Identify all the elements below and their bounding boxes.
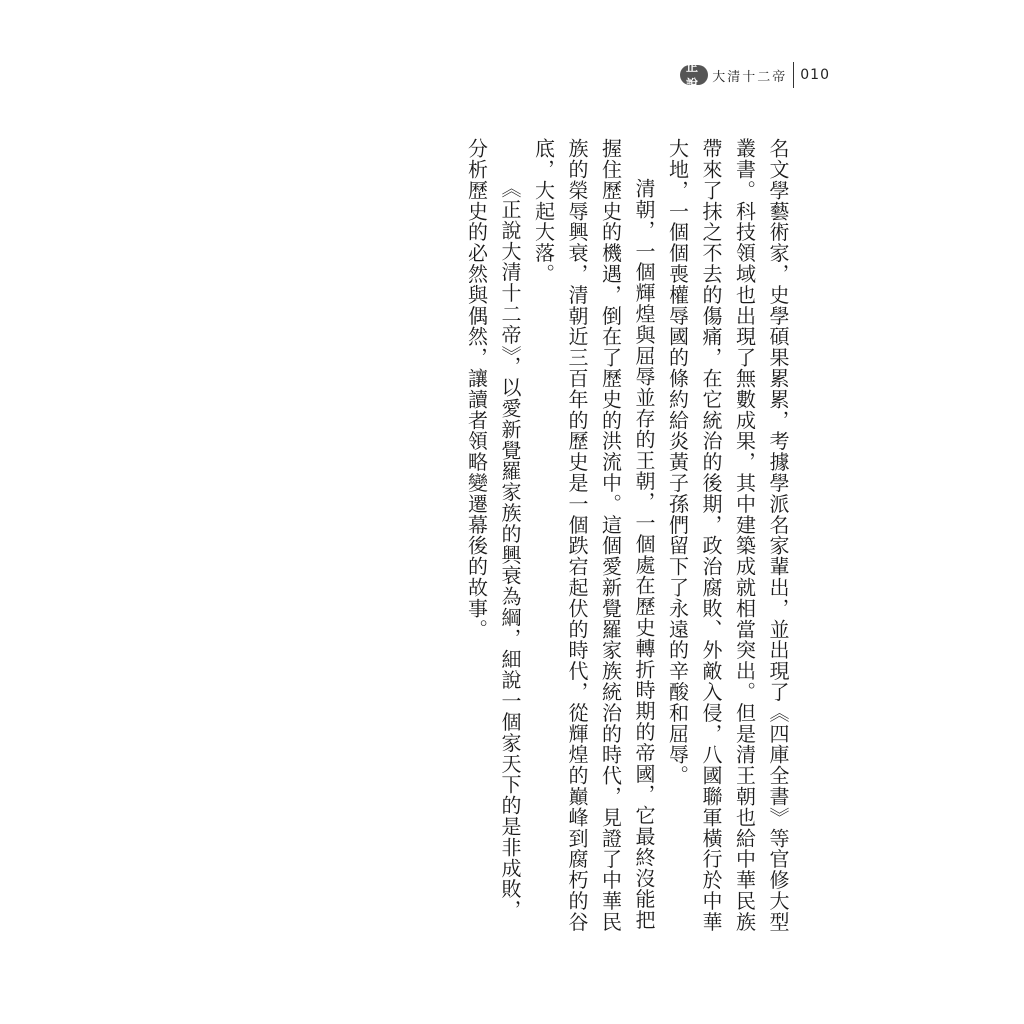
header-divider xyxy=(793,62,794,88)
page-number: 010 xyxy=(800,67,830,83)
paragraph-3: 《正說大清十二帝》，以愛新覺羅家族的興衰為綱，細說一個家天下的是非成敗，分析歷史的必然與偶然，讓讀者領略變遷幕後的故事。 xyxy=(464,138,522,921)
body-text xyxy=(464,138,794,938)
book-title: 大清十二帝 xyxy=(712,69,788,85)
running-header xyxy=(680,60,830,91)
paragraph-1: 名文學藝術家，史學碩果累累，考據學派名家輩出，並出現了《四庫全書》等官修大型叢書。科技領域也出現了無數成果，其中建築成就相當突出。但是清王朝也給中華民族帶來了抹之不去的傷痛，在它統治的後期，政治腐敗、外敵入侵，八國聯軍橫行於中華大地，一個個喪權辱國的條約給炎黃子孫們留下了永遠的辛酸和屈辱。 xyxy=(665,138,790,933)
paragraph-2: 清朝，一個輝煌與屈辱並存的王朝，一個處在歷史轉折時期的帝國，它最終沒能把握住歷史的機遇，倒在了歷史的洪流中。這個愛新覺羅家族統治的時代，見證了中華民族的榮辱興衰，清朝近三百年的歷史是一個跌宕起伏的時代，從輝煌的巔峰到腐朽的谷底，大起大落。 xyxy=(531,138,656,933)
series-badge: 正說 xyxy=(680,65,708,85)
